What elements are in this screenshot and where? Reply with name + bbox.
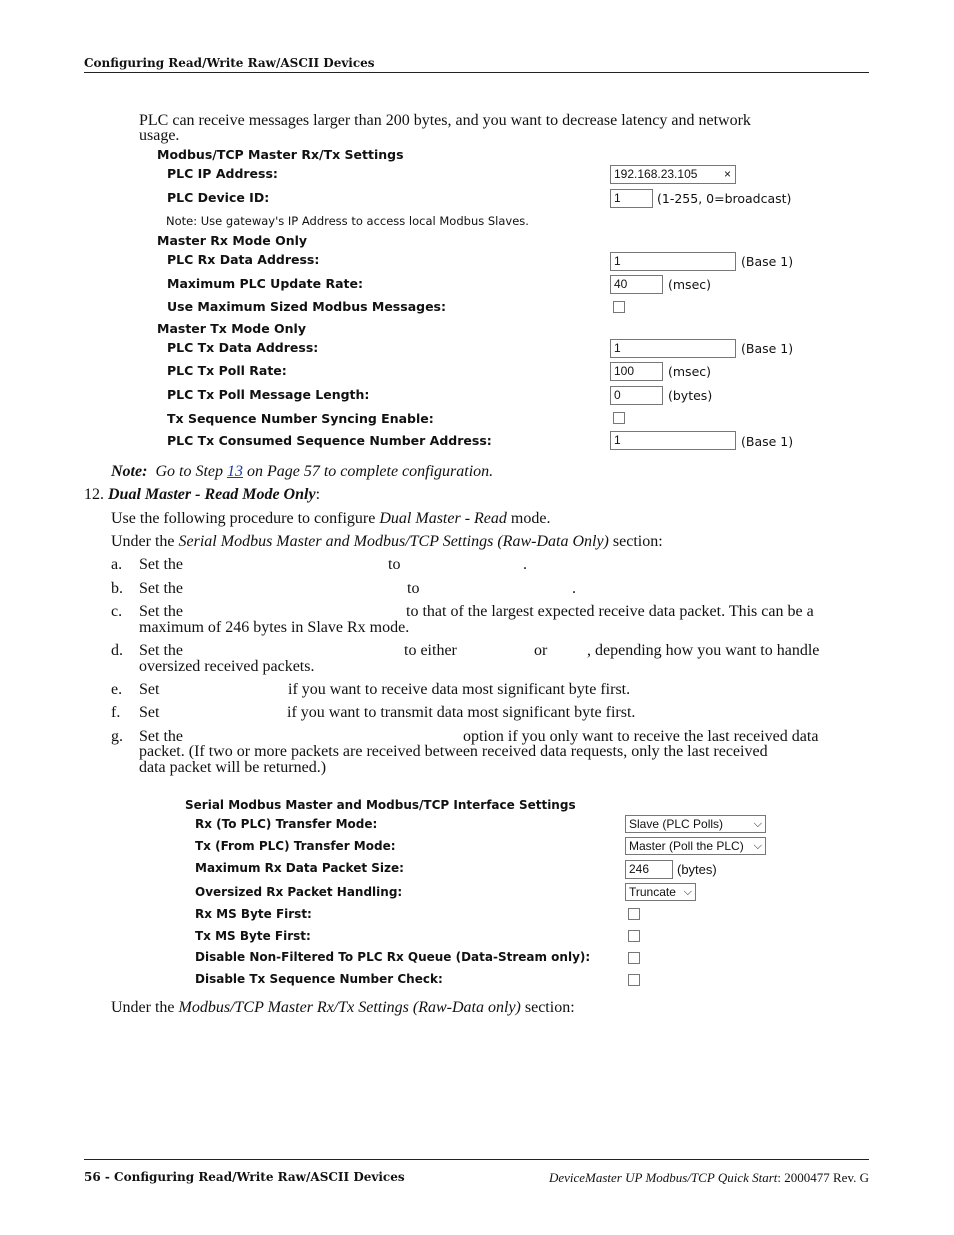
step-d-t1: Set the bbox=[139, 642, 183, 659]
running-header: Configuring Read/Write Raw/ASCII Devices bbox=[84, 56, 375, 70]
step-c-letter: c. bbox=[111, 603, 123, 620]
oversized-label: Oversized Rx Packet Handling: bbox=[195, 885, 403, 899]
disable-nonfiltered-checkbox[interactable] bbox=[628, 952, 640, 964]
step-a-t2: to bbox=[388, 556, 401, 573]
step-g-t4: data packet will be returned.) bbox=[139, 759, 327, 776]
tx-poll-rate-hint: (msec) bbox=[668, 364, 712, 379]
para3-ital: Modbus/TCP Master Rx/Tx Settings (Raw-Data only) bbox=[178, 999, 521, 1016]
plc-ip-input[interactable] bbox=[610, 165, 736, 184]
master-rx-title: Master Rx Mode Only bbox=[157, 233, 308, 248]
max-update-rate-input[interactable] bbox=[610, 275, 663, 294]
plc-device-id-label: PLC Device ID: bbox=[167, 190, 270, 205]
para2-ital: Serial Modbus Master and Modbus/TCP Settings (Raw-Data Only) bbox=[178, 533, 609, 550]
plc-rx-address-hint: (Base 1) bbox=[741, 254, 794, 269]
step-g-t1: Set the bbox=[139, 728, 183, 745]
max-rx-size-input[interactable] bbox=[625, 860, 673, 879]
note-post: on Page 57 to complete configuration. bbox=[246, 463, 494, 480]
rx-mode-select[interactable] bbox=[625, 815, 766, 833]
step-d-letter: d. bbox=[111, 642, 123, 659]
plc-device-id-hint: (1-255, 0=broadcast) bbox=[657, 191, 792, 206]
step-e-letter: e. bbox=[111, 681, 123, 698]
footer-left: 56 - Configuring Read/Write Raw/ASCII Devices bbox=[84, 1170, 405, 1184]
para2-pre: Under the bbox=[111, 533, 175, 550]
closing-paragraph bbox=[111, 1000, 575, 1016]
tx-poll-length-input[interactable] bbox=[610, 386, 663, 405]
max-update-rate-hint: (msec) bbox=[668, 277, 712, 292]
step-b-t2: to bbox=[407, 580, 420, 597]
header-rule bbox=[84, 72, 869, 73]
consumed-seq-input[interactable] bbox=[610, 431, 736, 450]
plc-rx-address-value: 1 bbox=[614, 254, 621, 268]
step-number: 12. bbox=[84, 486, 104, 503]
intro-line-2: usage. bbox=[139, 127, 180, 144]
tx-mode-value: Master (Poll the PLC) bbox=[629, 839, 744, 853]
step-e-t1: Set bbox=[139, 681, 160, 698]
step-c-t2: to that of the largest expected receive data packet. This can be a bbox=[406, 603, 814, 620]
footer-right bbox=[549, 1170, 869, 1186]
para1-post: mode. bbox=[510, 510, 551, 527]
step-d-t3: or bbox=[534, 642, 548, 659]
step-f-t1: Set bbox=[139, 704, 160, 721]
tx-poll-length-label: PLC Tx Poll Message Length: bbox=[167, 387, 370, 402]
max-update-rate-label: Maximum PLC Update Rate: bbox=[167, 276, 363, 291]
step-colon: : bbox=[315, 486, 321, 503]
master-tx-title: Master Tx Mode Only bbox=[157, 321, 306, 336]
rx-mode-label: Rx (To PLC) Transfer Mode: bbox=[195, 817, 378, 831]
chevron-down-icon: ⌵ bbox=[753, 840, 762, 852]
step-g-letter: g. bbox=[111, 728, 123, 745]
disable-seq-check-checkbox[interactable] bbox=[628, 974, 640, 986]
consumed-seq-label: PLC Tx Consumed Sequence Number Address: bbox=[167, 433, 492, 448]
rx-ms-byte-label: Rx MS Byte First: bbox=[195, 907, 312, 921]
step-f-letter: f. bbox=[111, 704, 121, 721]
note-label: Note: bbox=[111, 463, 148, 480]
disable-seq-check-label: Disable Tx Sequence Number Check: bbox=[195, 972, 443, 986]
step-g-t3: packet. (If two or more packets are received between received data requests, only the last received bbox=[139, 743, 768, 760]
para2-post: section: bbox=[612, 533, 663, 550]
clear-icon[interactable]: × bbox=[723, 167, 731, 181]
max-rx-size-value: 246 bbox=[629, 862, 650, 876]
gateway-note: Note: Use gateway's IP Address to access local Modbus Slaves. bbox=[166, 214, 529, 228]
step-title: Dual Master - Read Mode Only bbox=[108, 486, 316, 503]
tx-poll-length-hint: (bytes) bbox=[668, 388, 713, 403]
step-link[interactable]: 13 bbox=[226, 463, 243, 480]
consumed-seq-value: 1 bbox=[614, 433, 621, 447]
note-pre: Go to Step bbox=[155, 463, 223, 480]
step-a-t3: . bbox=[523, 556, 527, 573]
seq-sync-checkbox[interactable] bbox=[613, 412, 625, 424]
footer-rule bbox=[84, 1159, 869, 1160]
plc-ip-value: 192.168.23.105 bbox=[614, 167, 698, 181]
para3-pre: Under the bbox=[111, 999, 175, 1016]
tx-poll-rate-input[interactable] bbox=[610, 362, 663, 381]
step-b-t1: Set the bbox=[139, 580, 183, 597]
max-rx-size-hint: (bytes) bbox=[677, 862, 717, 877]
plc-rx-address-label: PLC Rx Data Address: bbox=[167, 252, 320, 267]
step-c-t3: maximum of 246 bytes in Slave Rx mode. bbox=[139, 619, 410, 636]
disable-nonfiltered-label: Disable Non-Filtered To PLC Rx Queue (Data-Stream only): bbox=[195, 950, 591, 964]
step-e-t2: if you want to receive data most significant byte first. bbox=[288, 681, 631, 698]
oversized-select[interactable] bbox=[625, 883, 696, 901]
consumed-seq-hint: (Base 1) bbox=[741, 434, 794, 449]
plc-tx-address-hint: (Base 1) bbox=[741, 341, 794, 356]
footer-doc-title: DeviceMaster UP Modbus/TCP Quick Start bbox=[548, 1170, 778, 1185]
step-a-t1: Set the bbox=[139, 556, 183, 573]
tx-ms-byte-label: Tx MS Byte First: bbox=[195, 929, 311, 943]
section-paragraph bbox=[111, 534, 663, 550]
max-rx-size-label: Maximum Rx Data Packet Size: bbox=[195, 861, 404, 875]
plc-tx-address-value: 1 bbox=[614, 341, 621, 355]
tx-poll-rate-value: 100 bbox=[614, 364, 635, 378]
plc-device-id-value: 1 bbox=[614, 191, 621, 205]
rx-ms-byte-checkbox[interactable] bbox=[628, 908, 640, 920]
step-d-t4: , depending how you want to handle bbox=[587, 642, 820, 659]
step-c-t1: Set the bbox=[139, 603, 183, 620]
tx-poll-rate-label: PLC Tx Poll Rate: bbox=[167, 363, 287, 378]
max-sized-messages-checkbox[interactable] bbox=[613, 301, 625, 313]
plc-rx-address-input[interactable] bbox=[610, 252, 736, 271]
step-d-t5: oversized received packets. bbox=[139, 658, 315, 675]
step-b-t3: . bbox=[572, 580, 576, 597]
step-a-letter: a. bbox=[111, 556, 123, 573]
plc-device-id-input[interactable] bbox=[610, 189, 653, 208]
procedure-paragraph bbox=[111, 511, 550, 527]
note-line bbox=[111, 464, 493, 480]
seq-sync-label: Tx Sequence Number Syncing Enable: bbox=[167, 411, 434, 426]
chevron-down-icon: ⌵ bbox=[753, 818, 762, 830]
oversized-value: Truncate bbox=[629, 885, 676, 899]
para1-pre: Use the following procedure to configure bbox=[111, 510, 376, 527]
plc-ip-label: PLC IP Address: bbox=[167, 166, 278, 181]
step-d-t2: to either bbox=[404, 642, 457, 659]
step-12-heading bbox=[84, 487, 320, 503]
footer-doc-number: : 2000477 Rev. G bbox=[777, 1170, 869, 1185]
max-sized-messages-label: Use Maximum Sized Modbus Messages: bbox=[167, 299, 446, 314]
intro-line-1: PLC can receive messages larger than 200 bytes, and you want to decrease latency and network bbox=[139, 112, 751, 129]
tx-mode-select[interactable] bbox=[625, 837, 766, 855]
max-update-rate-value: 40 bbox=[614, 277, 628, 291]
step-f-t2: if you want to transmit data most significant byte first. bbox=[287, 704, 636, 721]
para3-post: section: bbox=[524, 999, 575, 1016]
rx-mode-value: Slave (PLC Polls) bbox=[629, 817, 724, 831]
step-b-letter: b. bbox=[111, 580, 123, 597]
tx-ms-byte-checkbox[interactable] bbox=[628, 930, 640, 942]
tx-mode-label: Tx (From PLC) Transfer Mode: bbox=[195, 839, 396, 853]
chevron-down-icon: ⌵ bbox=[683, 886, 692, 898]
section-title: Modbus/TCP Master Rx/Tx Settings bbox=[157, 147, 404, 162]
plc-tx-address-label: PLC Tx Data Address: bbox=[167, 340, 319, 355]
serial-section-title: Serial Modbus Master and Modbus/TCP Interface Settings bbox=[185, 798, 576, 812]
step-g-t2: option if you only want to receive the last received data bbox=[463, 728, 819, 745]
para1-ital: Dual Master - Read bbox=[379, 510, 507, 527]
tx-poll-length-value: 0 bbox=[614, 388, 621, 402]
plc-tx-address-input[interactable] bbox=[610, 339, 736, 358]
